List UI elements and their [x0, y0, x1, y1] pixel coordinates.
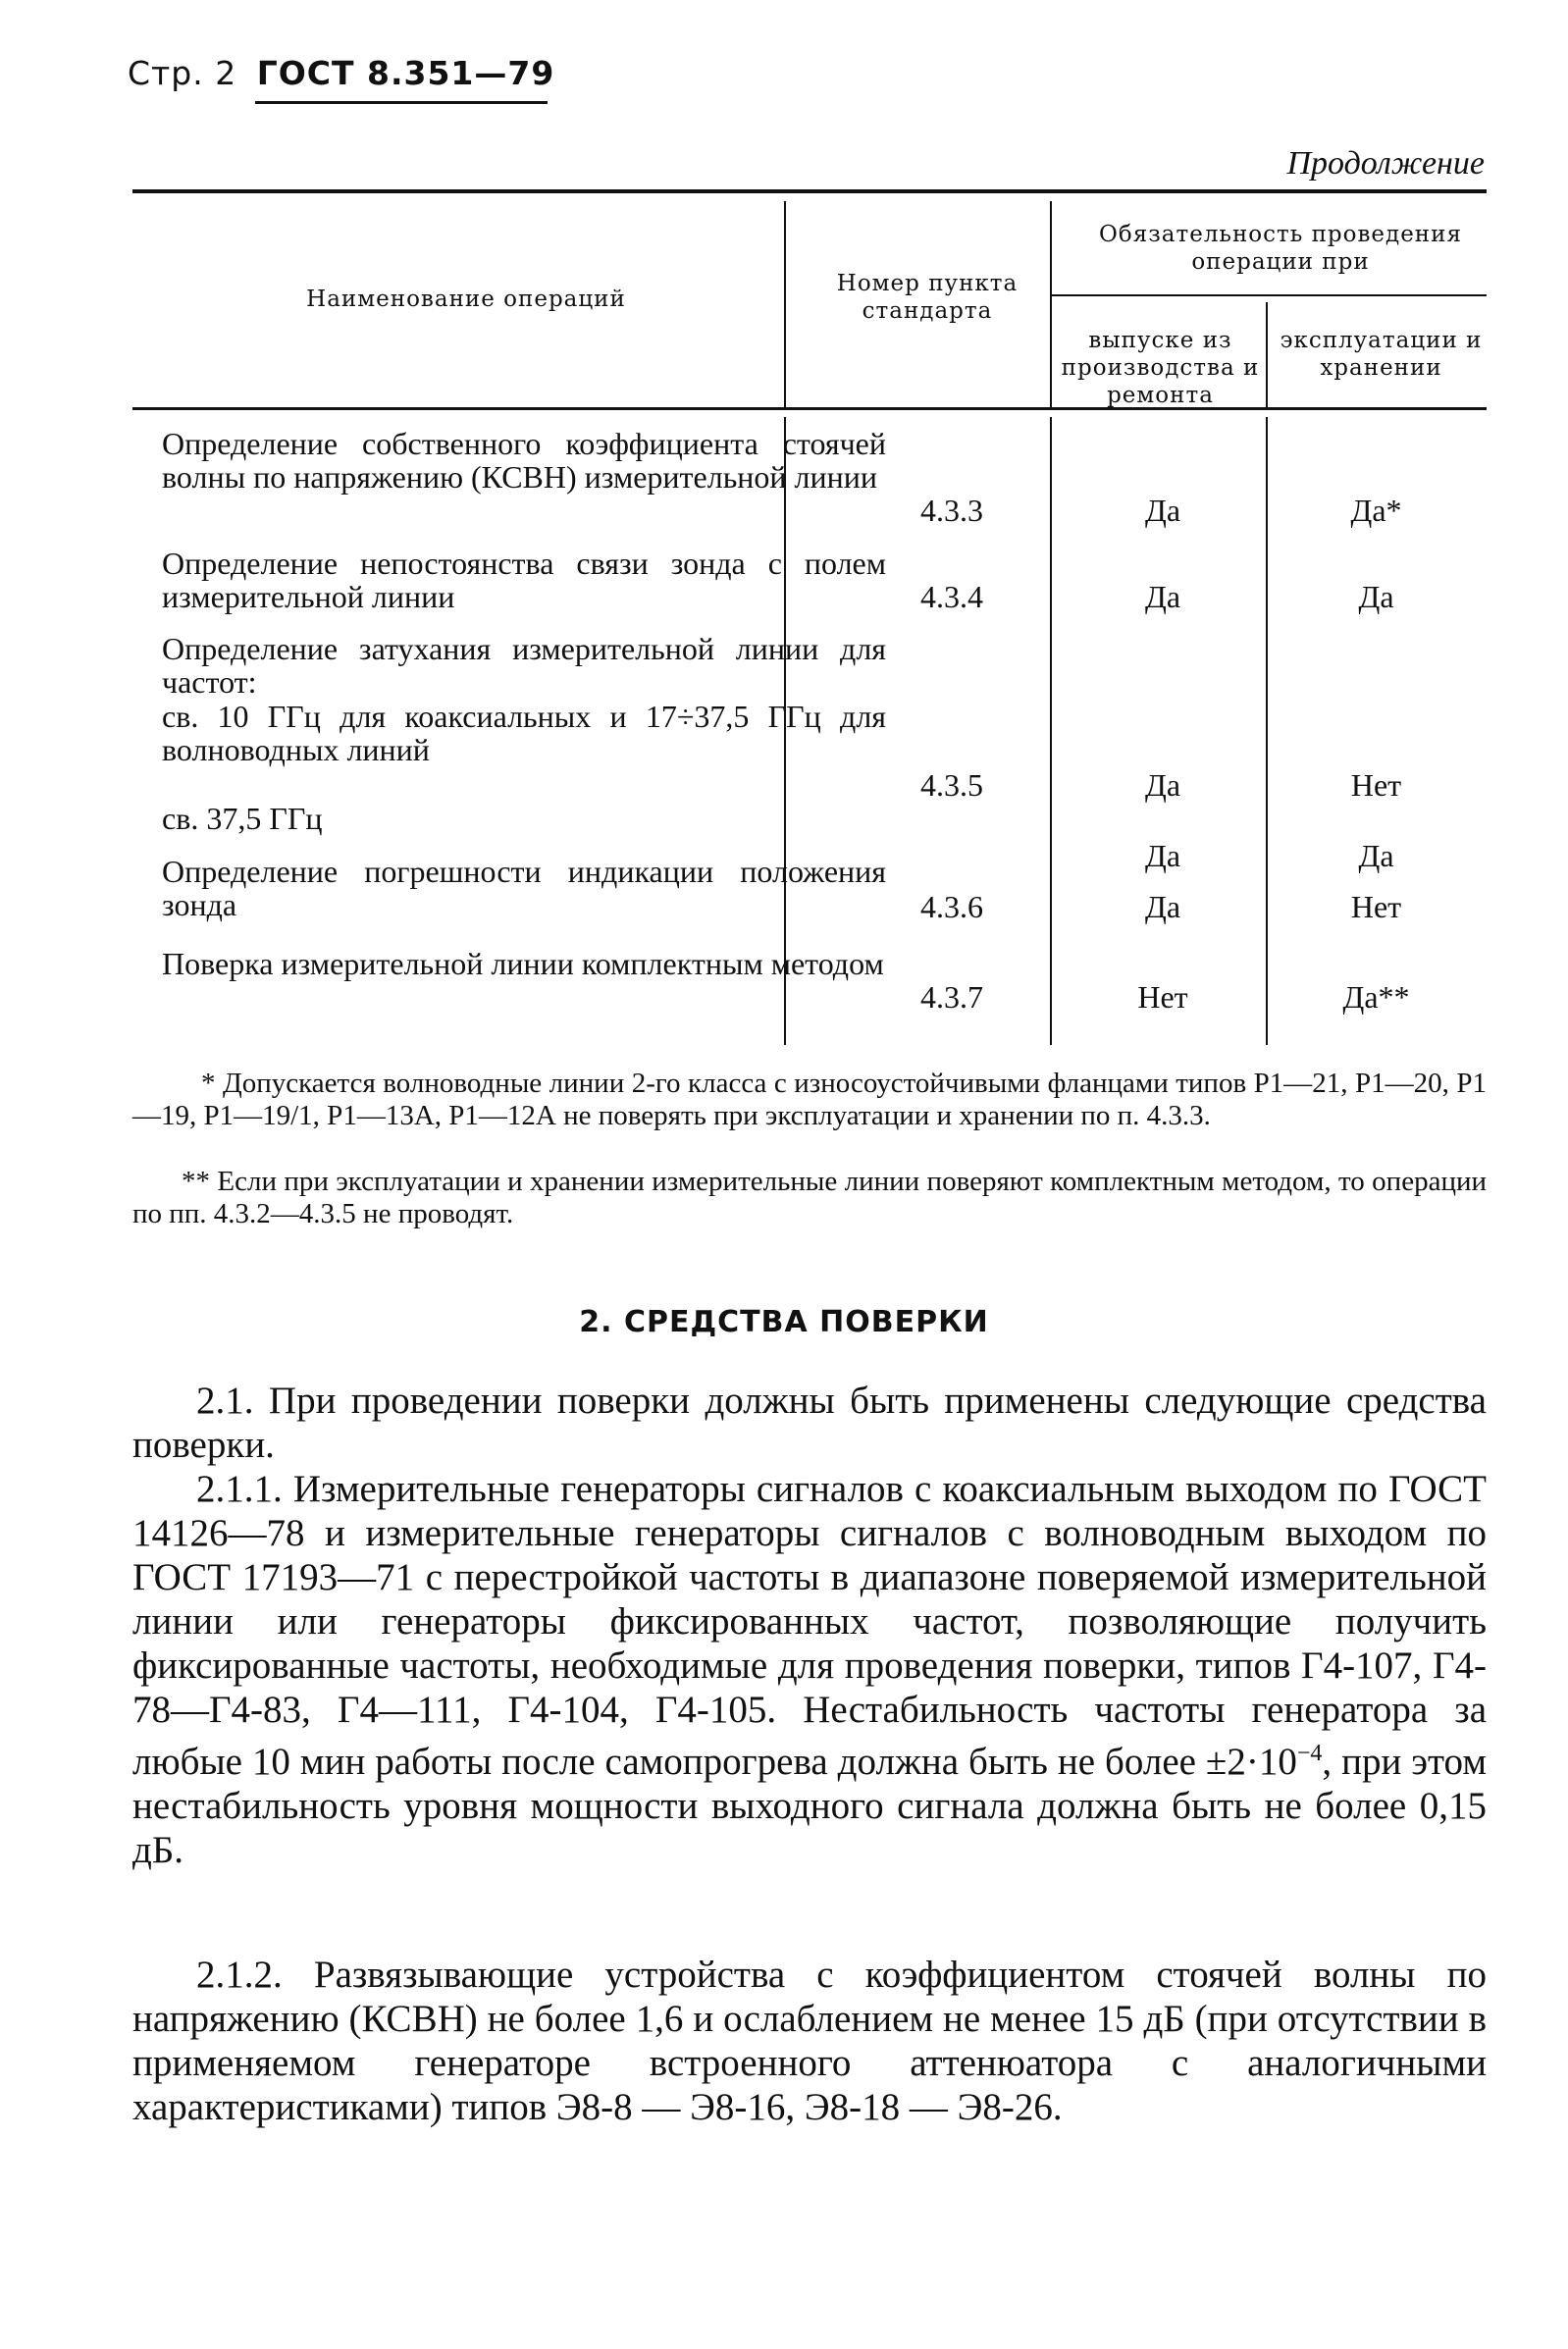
exponent: −4	[1296, 1741, 1323, 1766]
row-7-name: Поверка измерительной линии комплектным методом	[162, 946, 884, 981]
continuation-label: Продолжение	[1286, 145, 1485, 182]
paragraph-2-1-1-tail: , при этом нестабильность уровня мощности выходного сигнала должна быть не более 0,15 дБ.	[132, 1741, 1487, 1871]
column-divider-2-body	[1050, 417, 1052, 1045]
row-2-operation: Да	[1358, 579, 1394, 614]
row-2-name: Определение непостоянства связи зонда с полем измерительной линии	[162, 546, 886, 614]
page-number: Стр. 2	[128, 54, 237, 92]
header-underline	[255, 101, 548, 104]
row-6-number: 4.3.6	[920, 889, 983, 924]
header-obligation: Обязательность проведения операции при	[1099, 222, 1462, 275]
row-6-release: Да	[1144, 889, 1181, 924]
row-1-release: Да	[1144, 493, 1181, 528]
row-7-number: 4.3.7	[920, 979, 983, 1015]
column-divider-3	[1266, 302, 1268, 407]
operations-table	[132, 189, 1487, 1043]
row-5-name: св. 37,5 ГГц	[162, 801, 323, 836]
paragraph-2-1-1	[132, 1467, 1487, 1872]
row-5-release: Да	[1144, 838, 1181, 873]
header-item-number: Номер пункта стандарта	[836, 271, 1019, 324]
running-head	[128, 54, 554, 92]
row-5-operation: Да	[1358, 838, 1394, 873]
row-2-release: Да	[1144, 579, 1181, 614]
row-4-number: 4.3.5	[920, 767, 983, 803]
header-release: выпуске из производства и ремонта	[1061, 328, 1260, 408]
row-3-name: Определение затухания измерительной линии для частот:	[162, 631, 886, 700]
paragraph-2-1-2: 2.1.2. Развязывающие устройства с коэффициентом стоячей волны по напряжению (КСВН) не более 1,6 и ослаблением не менее 15 дБ (при отсутствии в применяемом генераторе встроенного аттенюатора с аналогичными характеристиками) типов Э8-8 — Э8-16, Э8-18 — Э8-26.	[132, 1954, 1487, 2128]
section-title: 2. СРЕДСТВА ПОВЕРКИ	[579, 1305, 989, 1339]
table-top-rule	[132, 189, 1487, 193]
footnote-1: * Допускается волноводные линии 2-го класса с износоустойчивыми фланцами типов Р1—21, Р1—20, Р1—19, Р1—19/1, Р1—13А, Р1—12А не поверять при эксплуатации и хранении по п. 4.3.3.	[132, 1068, 1487, 1131]
footnote-2: ** Если при эксплуатации и хранении измерительные линии поверяют комплектным методом, то операции по пп. 4.3.2—4.3.5 не проводят.	[132, 1166, 1487, 1229]
header-subrule	[1052, 294, 1487, 296]
column-divider-2	[1050, 201, 1052, 407]
row-6-name: Определение погрешности индикации положения зонда	[162, 854, 886, 922]
column-divider-1	[784, 201, 786, 407]
paragraph-2-1: 2.1. При проведении поверки должны быть применены следующие средства поверки.	[132, 1380, 1487, 1466]
row-2-number: 4.3.4	[920, 579, 983, 614]
header-operation-name: Наименование операций	[306, 287, 626, 312]
row-6-operation: Нет	[1350, 889, 1402, 924]
row-4-operation: Нет	[1350, 767, 1402, 803]
header-operation: эксплуатации и хранении	[1280, 328, 1483, 381]
row-7-operation: Да**	[1342, 979, 1410, 1015]
row-7-release: Нет	[1137, 979, 1188, 1015]
row-1-name: Определение собственного коэффициента стоячей волны по напряжению (КСВН) измерительной линии	[162, 426, 886, 495]
row-4-release: Да	[1144, 767, 1181, 803]
header-bottom-rule	[132, 407, 1487, 410]
standard-designation: ГОСТ 8.351—79	[256, 54, 555, 92]
paragraph-2-1-1-text: 2.1.1. Измерительные генераторы сигналов с коаксиальным выходом по ГОСТ 14126—78 и измерительные генераторы сигналов с волноводным выходом по ГОСТ 17193—71 с перестройкой частоты в диапазоне поверяемой измерительной линии или генераторы фиксированных частот, позволяющие получить фиксированные частоты, необходимые для проведения поверки, типов Г4-107, Г4-78—Г4-83, Г4—111, Г4-104, Г4-105. Нестабильность частоты генератора за любые 10 мин работы после самопрогрева должна быть не более ±2·10	[132, 1468, 1487, 1783]
row-1-operation: Да*	[1350, 493, 1402, 528]
row-4-name: св. 10 ГГц для коаксиальных и 17÷37,5 ГГц для волноводных линий	[162, 699, 886, 767]
row-1-number: 4.3.3	[920, 493, 983, 528]
